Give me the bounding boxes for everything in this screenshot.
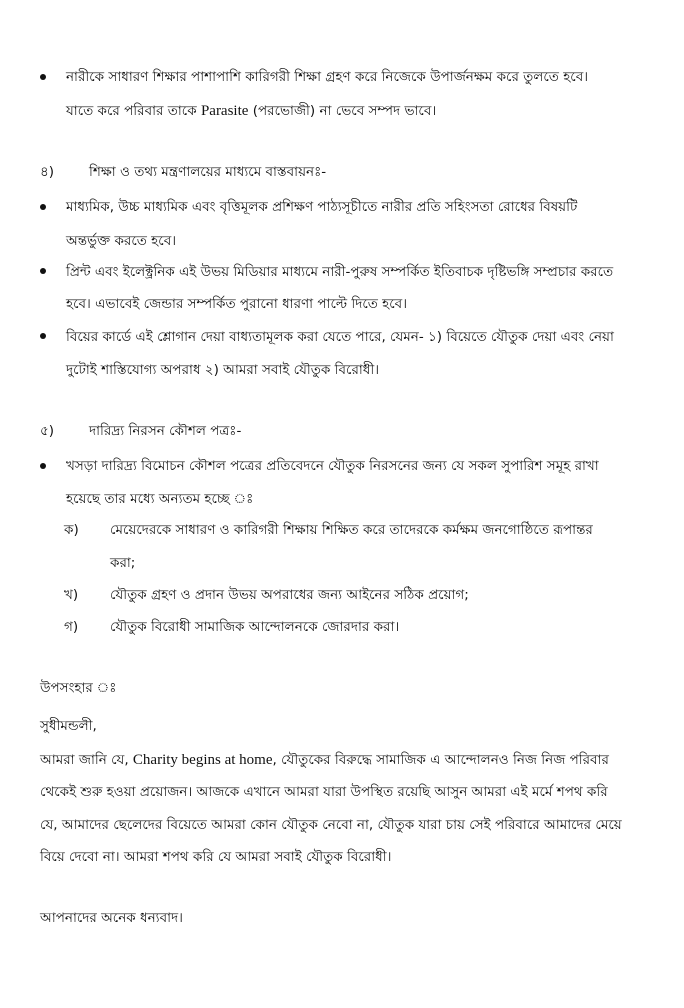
list-item-text: যৌতুক বিরোধী সামাজিক আন্দোলনকে জোরদার করা। [110,619,400,635]
closing-thanks: আপনাদের অনেক ধন্যবাদ। [40,910,183,926]
salutation: সুধীমন্ডলী, [40,718,97,734]
section-number: ৪) [40,164,55,180]
bullet-text-line: বিয়ের কার্ডে এই শ্লোগান দেয়া বাধ্যতামূলক করা যেতে পারে, যেমন- ১) বিয়েতে যৌতুক দেয়া এবং নেয়া [66,329,614,345]
bullet-marker [40,333,46,339]
bullet-marker [40,204,46,210]
bullet-text-line: হবে। এভাবেই জেন্ডার সম্পর্কিত পুরানো ধারণা পাল্টে দিতে হবে। [66,296,408,312]
list-item-marker: গ) [64,619,79,635]
bullet-marker [40,463,46,469]
latin-text: Parasite [200,103,249,119]
text-span: (পরভোজী) না ভেবে সম্পদ ভাবে। [248,103,437,119]
section-heading: দারিদ্র্য নিরসন কৌশল পত্রঃ- [89,423,242,439]
paragraph-line [40,750,609,770]
bullet-text-line: নারীকে সাধারণ শিক্ষার পাশাপাশি কারিগরী শিক্ষা গ্রহণ করে নিজেকে উপার্জনক্ষম করে তুলতে হবে। [66,69,589,85]
bullet-text-line: প্রিন্ট এবং ইলেক্ট্রনিক এই উভয় মিডিয়ার মাধ্যমে নারী-পুরুষ সম্পর্কিত ইতিবাচক দৃষ্টিভঙ্গি সম্প্রচার করতে [66,264,614,280]
bullet-text-line: অন্তর্ভুক্ত করতে হবে। [66,233,177,249]
paragraph-line: যে, আমাদের ছেলেদের বিয়েতে আমরা কোন যৌতুক নেবো না, যৌতুক যারা চায় সেই পরিবারে আমাদের মেয়ে [40,817,622,833]
bullet-text-line: দুটোই শাস্তিযোগ্য অপরাধ ২) আমরা সবাই যৌতুক বিরোধী। [66,362,380,378]
list-item-marker: ক) [64,522,79,538]
list-item-text: করা; [110,555,136,571]
bullet-marker [40,74,46,80]
text-span: , যৌতুকের বিরুদ্ধে সামাজিক এ আন্দোলনও নিজ নিজ পরিবার [272,752,609,768]
bullet-text-line: মাধ্যমিক, উচ্চ মাধ্যমিক এবং বৃত্তিমূলক প্রশিক্ষণ পাঠ্যসূচীতে নারীর প্রতি সহিংসতা রোধের বিষয়টি [66,199,578,215]
list-item-text: যৌতুক গ্রহণ ও প্রদান উভয় অপরাধের জন্য আইনের সঠিক প্রয়োগ; [110,587,469,603]
section-number: ৫) [40,423,55,439]
bullet-marker [40,268,46,274]
text-span: আমরা জানি যে, [40,752,133,768]
text-span: যাতে করে পরিবার তাকে [66,103,201,119]
paragraph-line: বিয়ে দেবো না। আমরা শপথ করি যে আমরা সবাই যৌতুক বিরোধী। [40,849,392,865]
bullet-text-line: খসড়া দারিদ্র্য বিমোচন কৌশল পত্রের প্রতিবেদনে যৌতুক নিরসনের জন্য যে সকল সুপারিশ সমূহ রাখা [66,458,599,474]
bullet-text-line [66,101,436,121]
bullet-text-line: হয়েছে তার মধ্যে অন্যতম হচ্ছে ঃ [66,491,254,507]
conclusion-heading: উপসংহার ঃ [40,680,117,696]
section-heading: শিক্ষা ও তথ্য মন্ত্রণালয়ের মাধ্যমে বাস্তবায়নঃ- [89,164,327,180]
list-item-marker: খ) [64,587,79,603]
paragraph-line: থেকেই শুরু হওয়া প্রয়োজন। আজকে এখানে আমরা যারা উপস্থিত রয়েছি আসুন আমরা এই মর্মে শপথ করি [40,784,608,800]
list-item-text: মেয়েদেরকে সাধারণ ও কারিগরী শিক্ষায় শিক্ষিত করে তাদেরকে কর্মক্ষম জনগোষ্ঠিতে রূপান্তর [110,522,593,538]
latin-text: Charity begins at home [132,752,273,768]
